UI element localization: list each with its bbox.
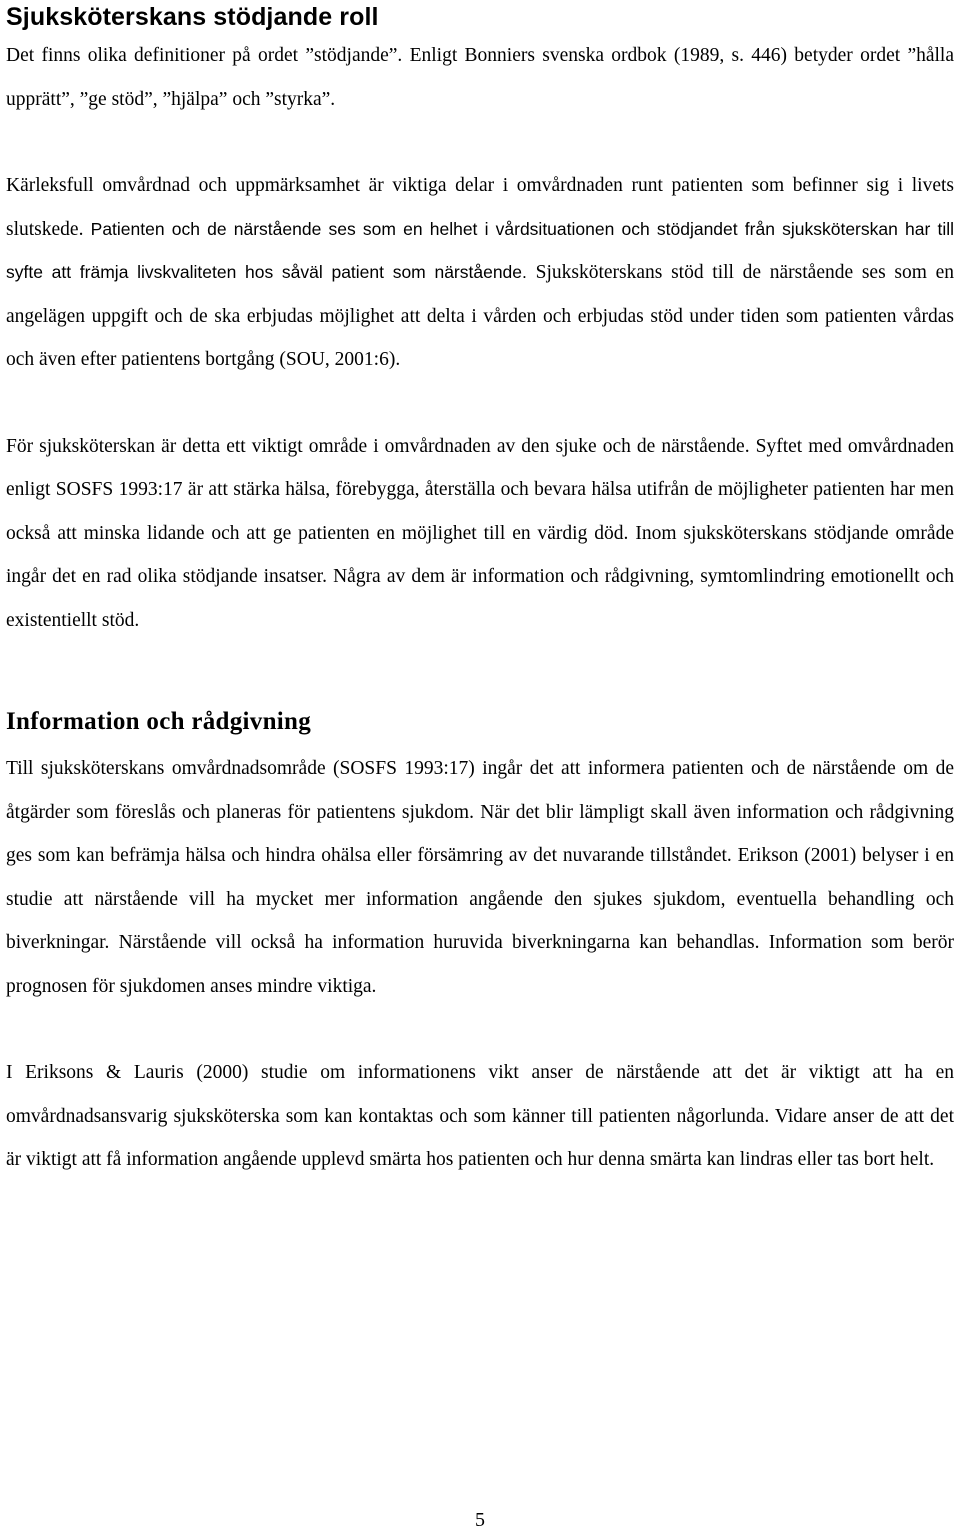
- section-title-information: Information och rådgivning: [6, 708, 312, 735]
- paragraph-nursing-purpose: För sjuksköterskan är detta ett viktigt område i omvårdnaden av den sjuke och de närstående. Syftet med omvårdnaden enligt SOSFS 1993:17 är att stärka hälsa, förebygga, återställa och bevara hälsa utifrån de möjligheter patienten har men också att minska lidande och att ge patienten en möjlighet till en värdig död. Inom sjuksköterskans stödjande område ingår det en rad olika stödjande insatser. Några av dem är information och rådgivning, symtomlindring emotionellt och existentiellt stöd.: [6, 435, 954, 631]
- paragraph-information-2: I Eriksons & Lauris (2000) studie om informationens vikt anser de närstående att det är viktigt att ha en omvårdnadsansvarig sjuksköterska som kan kontaktas och som känner till patienten någorlunda. Vidare anser de att det är viktigt att få information angående upplevd smärta hos patienten och hur denna smärta kan lindras eller tas bort helt.: [6, 1062, 954, 1170]
- paragraph-care-sentence-1: Kärleksfull omvårdnad och uppmärksamhet är viktiga delar i omvårdnaden runt patienten som befinner sig i livets slutskede.: [6, 175, 954, 240]
- section-title-stodjande-roll: Sjuksköterskans stödjande roll: [6, 3, 379, 31]
- paragraph-care-sentence-3: Sjuksköterskans stöd till de närstående ses som en angelägen uppgift och de ska erbjudas möjlighet att delta i vården och erbjudas stöd under tiden som patienten vårdas och även efter patientens bortgång (SOU, 2001:6).: [6, 262, 954, 370]
- paragraph-information-1: Till sjuksköterskans omvårdnadsområde (SOSFS 1993:17) ingår det att informera patienten och de närstående om de åtgärder som föreslås och planeras för patientens sjukdom. När det blir lämpligt skall även information och rådgivning ges som kan befrämja hälsa och hindra ohälsa eller försämring av det nuvarande tillståndet. Erikson (2001) belyser i en studie att närstående vill ha mycket mer information angående den sjukes sjukdom, eventuella behandling och biverkningar. Närstående vill också ha information huruvida biverkningarna kan behandlas. Information som berör prognosen för sjukdomen anses mindre viktiga.: [6, 758, 954, 997]
- document-page: [6, 0, 954, 1182]
- page-number: 5: [475, 1509, 485, 1531]
- paragraph-care-support: [6, 164, 954, 382]
- paragraph-care-sentence-2: Patienten och de närstående ses som en helhet i vårdsituationen och stödjandet från sjuksköterskan har till syfte att främja livskvaliteten hos såväl patient som närstående.: [6, 218, 954, 282]
- paragraph-definition: Det finns olika definitioner på ordet ”stödjande”. Enligt Bonniers svenska ordbok (1989, s. 446) betyder ordet ”hålla upprätt”, ”ge stöd”, ”hjälpa” och ”styrka”.: [6, 45, 954, 110]
